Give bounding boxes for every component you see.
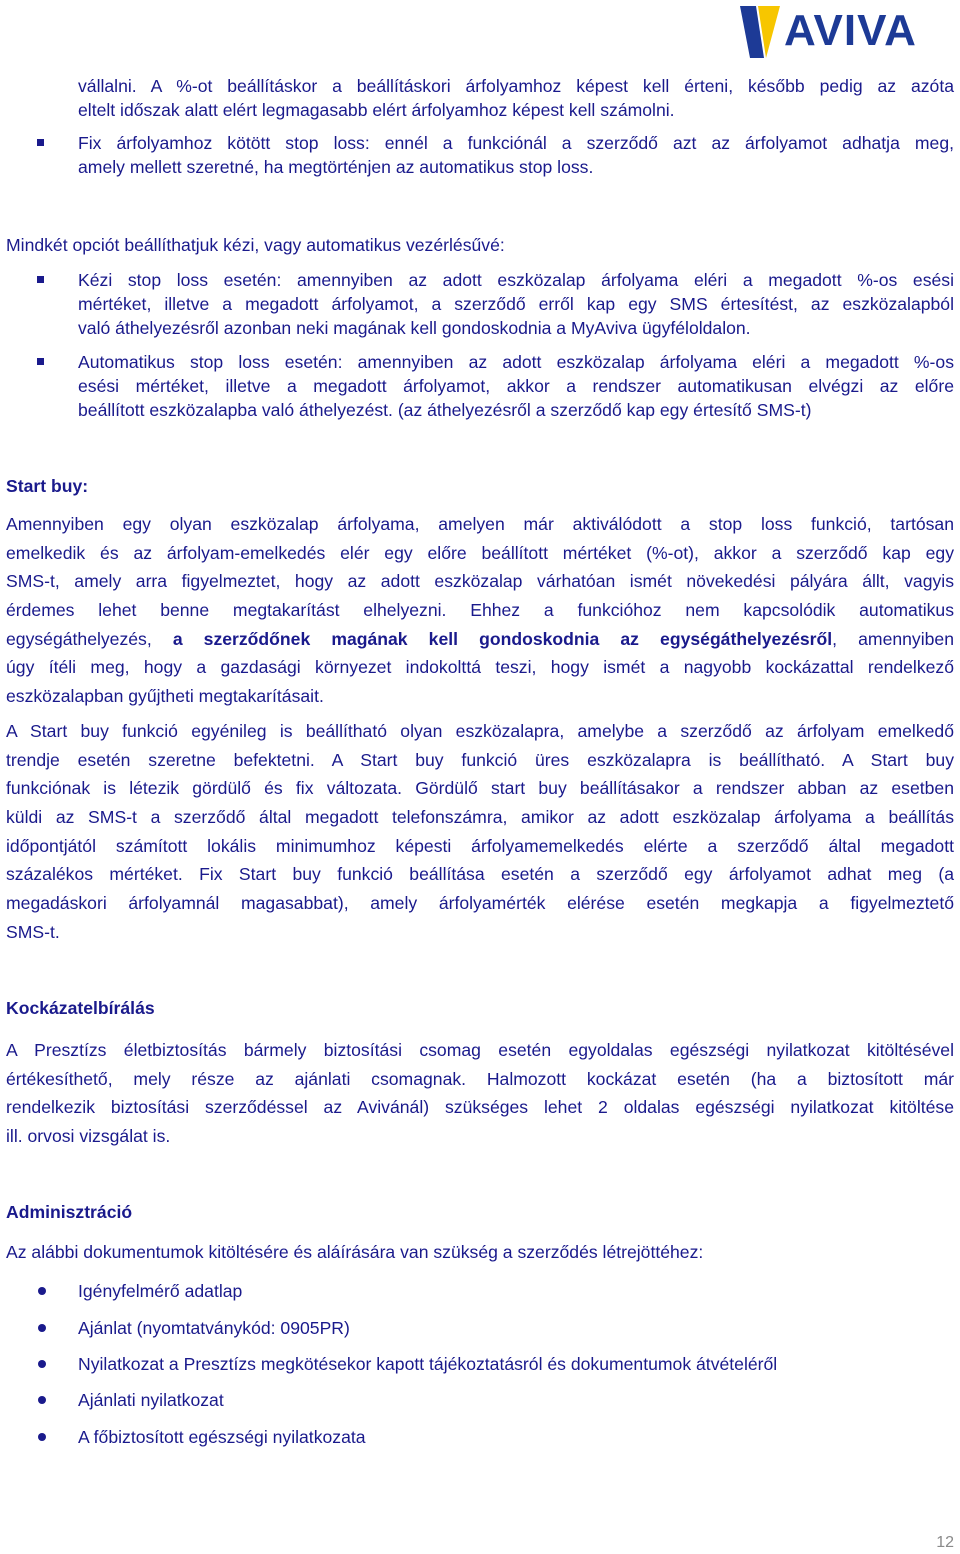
text-line: beállított eszközalapba való áthelyezést. (az áthelyezésről a szerződő kap egy értesítő SMS-t) (78, 400, 812, 420)
round-bullet-icon (38, 1324, 46, 1332)
brand-wordmark: AVIVA (784, 6, 917, 55)
square-bullet-icon (37, 358, 44, 365)
start-buy-paragraph-1 (6, 510, 954, 711)
text-line-with-bold: egységáthelyezés, a szerződőnek magának kell gondoskodnia az egységáthelyezésről, amennyiben (6, 628, 954, 649)
round-bullet-icon (38, 1287, 46, 1295)
text-line: küldi az SMS-t a szerződő által megadott telefonszámra, amikor az adott eszközalap árfolyama a beállítás (6, 807, 954, 828)
text-line: SMS-t, amely arra figyelmeztet, hogy az adott eszközalap várhatóan ismét növekedési pályára állt, vagyis (6, 571, 954, 592)
list-item: A főbiztosított egészségi nyilatkozata (78, 1427, 366, 1447)
text-line: érdemes lehet benne megtakarítást elhelyezni. Ehhez a funkcióhoz nem kapcsolódik automatikus (6, 600, 954, 621)
text-line: való áthelyezésről azonban neki magának kell gondoskodnia a MyAviva ügyféloldalon. (78, 318, 751, 338)
risk-assessment-heading: Kockázatelbírálás (6, 998, 155, 1018)
text-line: rendelkezik biztosítási szerződéssel az Avivánál) szükséges lehet 2 oldalas egészségi nyilatkozat kitöltése (6, 1097, 954, 1118)
text-line: emelkedik és az árfolyam-emelkedés elér egy előre beállított mértéket (%-ot), akkor a szerződő kap egy (6, 542, 954, 563)
text-line: mértéket, illetve a megadott árfolyamot, a szerződő erről kap egy SMS értesítést, az eszközalapból (78, 294, 954, 314)
text-line: A Start buy funkció egyénileg is beállítható olyan eszközalapra, amelybe a szerződő az árfolyam emelkedő (6, 721, 954, 741)
start-buy-paragraph-2 (6, 717, 954, 947)
round-bullet-icon (38, 1396, 46, 1404)
text-line: SMS-t. (6, 921, 60, 942)
text-line: amely mellett szeretné, ha megtörténjen az automatikus stop loss. (78, 157, 594, 177)
list-item: Ajánlat (nyomtatványkód: 0905PR) (78, 1318, 350, 1338)
text-line: százalékos mértéket. Fix Start buy funkció beállítása esetén a szerződő egy árfolyamot adhat meg (a (6, 864, 954, 885)
options-intro: Mindkét opciót beállíthatjuk kézi, vagy automatikus vezérlésűvé: (6, 235, 505, 255)
text-line: A Presztízs életbiztosítás bármely biztosítási csomag esetén egyoldalas egészségi nyilatkozat kitöltésével (6, 1040, 954, 1060)
text-line: vállalni. A %-ot beállításkor a beállításkori árfolyamhoz képest kell érteni, később pedig az azóta (78, 76, 954, 96)
square-bullet-icon (37, 276, 44, 283)
text-line: Automatikus stop loss esetén: amennyiben az adott eszközalap árfolyama eléri a megadott %-os (78, 352, 954, 372)
text-line: ill. orvosi vizsgálat is. (6, 1126, 171, 1147)
aviva-logo (738, 4, 960, 60)
text-line: úgy ítéli meg, hogy a gazdasági környezet indokolttá teszi, hogy ismét a nagyobb kockázattal rendelkező (6, 657, 954, 678)
administration-heading: Adminisztráció (6, 1202, 133, 1222)
text-line: Kézi stop loss esetén: amennyiben az adott eszközalap árfolyama eléri a megadott %-os esési (78, 270, 954, 290)
risk-assessment-paragraph (6, 1036, 954, 1151)
list-item: Nyilatkozat a Presztízs megkötésekor kapott tájékoztatásról és dokumentumok átvételéről (78, 1354, 778, 1374)
bold-emphasis: a szerződőnek magának kell gondoskodnia az egységáthelyezésről (172, 628, 833, 649)
continuation-paragraph (78, 74, 954, 122)
manual-stop-loss-item (78, 268, 954, 340)
automatic-stop-loss-item (78, 350, 954, 422)
text-line: Fix árfolyamhoz kötött stop loss: ennél a funkciónál a szerződő azt az árfolyamot adhatja meg, (78, 133, 954, 153)
list-item: Igényfelmérő adatlap (78, 1281, 243, 1301)
text-line: trendje esetén szeretne befektetni. A Start buy funkció üres eszközalapra is beállítható. A Start buy (6, 749, 954, 770)
text-line: eltelt időszak alatt elért legmagasabb elért árfolyamhoz képest kell számolni. (78, 100, 675, 120)
text-line: esési mértéket, illetve a megadott árfolyamot, akkor a rendszer automatikusan elvégzi az előre (78, 376, 954, 396)
text-line: értékesíthető, mely része az ajánlati csomagnak. Halmozott kockázat esetén (ha a biztosított már (6, 1068, 954, 1089)
administration-intro: Az alábbi dokumentumok kitöltésére és aláírására van szükség a szerződés létrejöttéhez: (6, 1242, 704, 1262)
text-line: eszközalapban gyűjtheti megtakarításait. (6, 686, 324, 707)
square-bullet-icon (37, 139, 44, 146)
text-line: időpontjától számított lokális minimumhoz képesti árfolyamemelkedés elérte a szerződő által megadott (6, 835, 954, 856)
page-number: 12 (936, 1534, 954, 1551)
list-item: Ajánlati nyilatkozat (78, 1390, 224, 1410)
text-line: Amennyiben egy olyan eszközalap árfolyama, amelyen már aktiválódott a stop loss funkció, tartósan (6, 514, 954, 534)
round-bullet-icon (38, 1433, 46, 1441)
start-buy-heading: Start buy: (6, 476, 89, 496)
round-bullet-icon (38, 1360, 46, 1368)
fixed-stop-loss-item (78, 131, 954, 179)
aviva-emblem-icon (738, 4, 782, 60)
text-line: funkciónak is létezik gördülő és fix változata. Gördülő start buy beállításakor a rendszer abban az esetben (6, 778, 954, 799)
text-line: megadáskori árfolyamnál magasabbat), amely árfolyamérték elérése esetén megkapja a figyelmeztető (6, 893, 954, 914)
